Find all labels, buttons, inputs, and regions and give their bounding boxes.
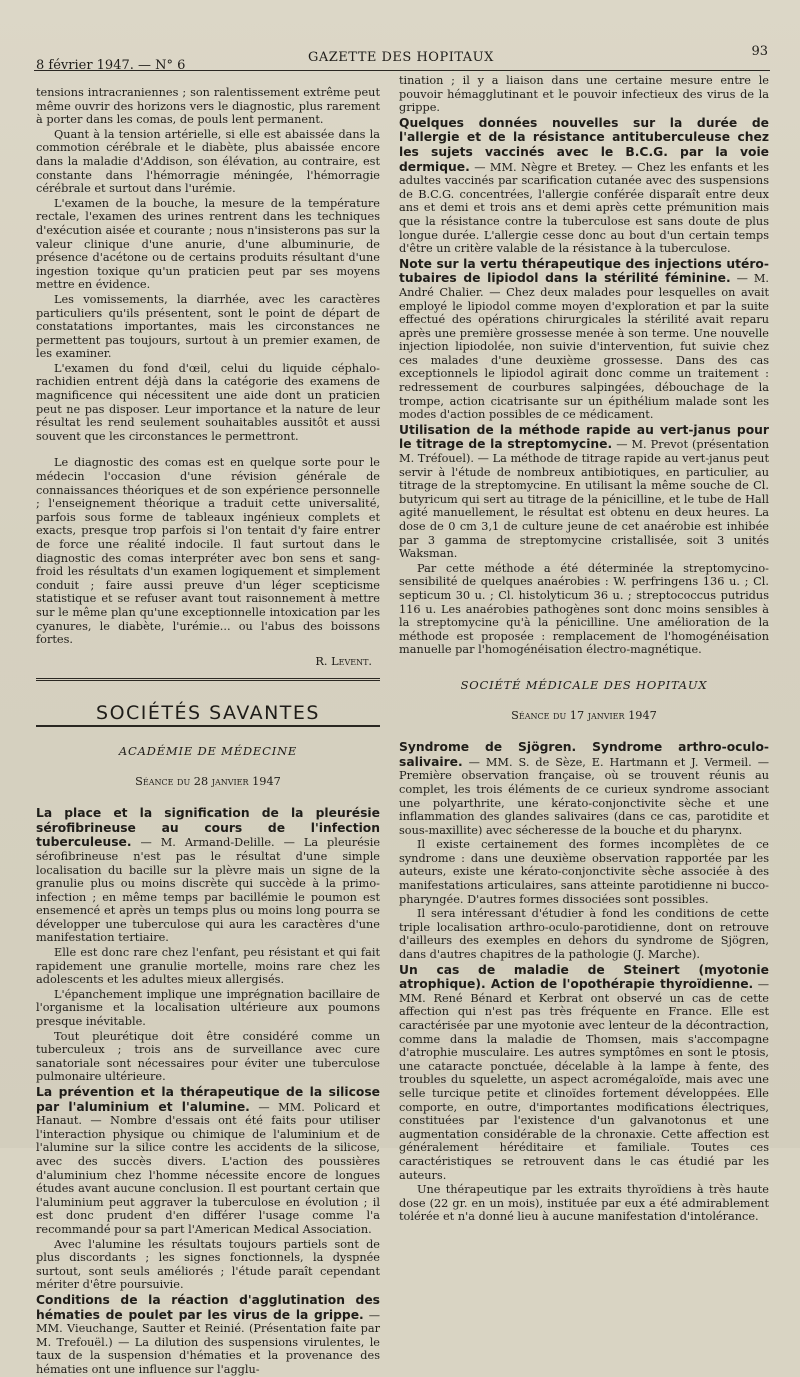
paragraph: Il existe certainement des formes incomplètes de ce syndrome : dans une deuxième observation rapportée par les auteurs, existe une kérato-conjonctivite sèche associée à des manifestations articulaires, sans atteinte parotidienne ni bucco-pharyngée. D'autres formes dissociées sont possibles.	[399, 838, 769, 906]
societe-heading: SOCIÉTÉ MÉDICALE DES HOPITAUX	[460, 677, 708, 692]
report-title: La prévention et la thérapeutique de la silicose par l'aluminium et l'alumine.	[36, 1085, 380, 1114]
header-rule	[34, 70, 770, 71]
report-author: — M. Armand-Delille.	[140, 836, 275, 850]
journal-title: GAZETTE DES HOPITAUX	[308, 50, 494, 65]
paragraph: Le diagnostic des comas est en quelque sorte pour le médecin l'occasion d'une révision générale de connaissances théoriques et de son expérience personnelle ; l'enseignement théorique a traduit cette universalité, parfois sous forme de tableaux ingénieux complets et exacts, presque trop parfois si l'on tentait d'y faire entrer de force une réalité indocile. Il faut surtout dans le diagnostic des comas interpréter avec bon sens et sang-froid les résultats d'un examen logiquement et simplement conduit ; faire aussi preuve d'un léger scepticisme statistique et se refuser avant tout raisonnement à mettre sur le même plan qu'une exceptionnelle intoxication par les cyanures, le diabète, l'urémie... ou l'abus des boissons fortes.	[36, 456, 380, 647]
section-divider	[36, 678, 380, 681]
report-title: Note sur la vertu thérapeutique des injections utéro-tubaires de lipiodol dans la stérilité féminine.	[399, 256, 769, 286]
report-text: — Première observation française, où se trouvent réunis au complet, les trois éléments de ce curieux syndrome associant une polyarthrite, une kérato-conjonctivite sèche et une inflammation des glandes salivaires (dans ce cas, parotidite et sous-maxillite) avec sécheresse de la bouche et du pharynx.	[399, 755, 769, 837]
report-entry	[399, 257, 769, 422]
report-author: — MM. Policard et Hanaut.	[36, 1100, 380, 1128]
report-author: — M. André Chalier.	[399, 272, 770, 299]
paragraph: tination ; il y a liaison dans une certaine mesure entre le pouvoir hémagglutinant et le pouvoir infectieux des virus de la grippe.	[399, 74, 769, 115]
report-entry	[399, 116, 769, 256]
report-text: — La méthode de titrage rapide au vert-janus peut servir à l'étude de nombreux antibiotiques, en particulier, au titrage de la streptomycine. En utilisant la même souche de Cl. butyricum qui sert au titrage de la pénicilline, et le tube de Hall agité manuellement, le résultat est obtenu en deux heures. La dose de 0 cm 3,1 de culture jeune de cet anaérobie est inhibée par 3 gamma de streptomycine cristallisée, soit 3 unités Waksman.	[399, 452, 769, 561]
paragraph: L'examen du fond d'œil, celui du liquide céphalo-rachidien entrent déjà dans la catégorie des examens de magnificence qui nécessitent une aide dont un praticien peut ne pas disposer. Leur importance et la nature de leur résultat les rend seulement souhaitables aussitôt et aussi souvent que les circonstances le permettront.	[36, 361, 380, 443]
report-text: — La dilution des suspensions virulentes, le taux de la suspension d'hématies et la provenance des hématies ont une influence sur l'agglu-	[36, 1335, 380, 1376]
report-entry	[399, 740, 769, 837]
report-author: — MM. Vieuchange, Sautter et Reinié. (Présentation faite par M. Trefouël.)	[36, 1308, 380, 1349]
right-column	[399, 74, 769, 1225]
report-entry	[36, 1085, 380, 1237]
page-number: 93	[751, 44, 768, 59]
report-title: Conditions de la réaction d'agglutination des hématies de poulet par les virus de la grippe.	[36, 1292, 380, 1322]
paragraph: Elle est donc rare chez l'enfant, peu résistant et qui fait rapidement une granulie mortelle, moins rare chez les adolescents et les adultes mieux allergisés.	[36, 946, 380, 987]
report-text: — Nombre d'essais ont été faits pour utiliser l'interaction physique ou chimique de l'aluminium et de l'alumine sur la silice contre les accidents de la silicose, avec des succès divers. L'action des poussières d'aluminium chez l'homme nécessite encore de longues études avant aucune conclusion. Il est pourtant certain que l'aluminium peut aggraver la tuberculose en évolution ; il est donc prudent d'en différer l'usage comme l'a recommandé pour sa part l'American Medical Association.	[36, 1114, 380, 1236]
report-author: — MM. René Bénard et Kerbrat ont observé un cas de cette affection qui n'est pas très fréquente en France.	[399, 978, 769, 1019]
report-entry	[36, 1293, 380, 1377]
report-text: — La pleurésie sérofibrineuse n'est pas le résultat d'une simple localisation du bacille sur la plèvre mais un signe de la granulie plus ou moins discrète qui succède à la primo-infection ; en même temps par bacillémie le poumon est ensemencé et après un temps plus ou moins long pourra se développer une tuberculose qui aura les caractères d'une manifestation tertiaire.	[36, 836, 381, 945]
paragraph: Par cette méthode a été déterminée la streptomycino-sensibilité de quelques anaérobies : W. perfringens 136 u. ; Cl. septicum 30 u. ; Cl. histolyticum 36 u. ; streptococcus putridus 116 u. Les anaérobies pathogènes sont donc moins sensibles à la streptomycine qu'à la pénicilline. Une amélioration de la méthode est proposée : remplacement de l'homogénéisation manuelle par l'homogénéisation électro-magnétique.	[399, 561, 769, 657]
spacer	[36, 444, 380, 456]
report-title: La place et la signification de la pleurésie sérofibrineuse au cours de l'infection tuberculeuse.	[36, 806, 380, 850]
report-title: Un cas de maladie de Steinert (myotonie atrophique). Action de l'opothérapie thyroïdienne.	[399, 962, 769, 992]
paragraph: Il sera intéressant d'étudier à fond les conditions de cette triple localisation arthro-oculo-parotidienne, dont on retrouve d'ailleurs des exemples en dehors du syndrome de Sjögren, dans d'autres chapitres de la pathologie (J. Marche).	[399, 907, 769, 962]
paragraph: L'épanchement implique une imprégnation bacillaire de l'organisme et la localisation ultérieure aux poumons presque inévitable.	[36, 987, 380, 1029]
report-text: Elle est caractérisée par une myotonie avec lenteur de la décontraction, comme dans la maladie de Thomsen, mais s'accompagne d'atrophie musculaire. Les autres symptômes en sont le ptosis, une cataracte ponctuée, décelable à la lampe à fente, des troubles du squelette, un aspect acromégaloïde, mais avec une selle turcique petite et clinoïdes fortement développées. Elle comporte, en outre, d'importantes modifications électriques, constituées par l'existence d'un galvanotonus et une augmentation considérable de la chronaxie. Cette affection est généralement héréditaire et familiale. Toutes ces caractéristiques se retrouvent dans le cas étudié par les auteurs.	[399, 1005, 770, 1182]
report-entry	[399, 963, 769, 1183]
report-title: Quelques données nouvelles sur la durée de l'allergie et de la résistance antituberculeuse chez les sujets vaccinés avec le B.C.G. par la voie dermique.	[399, 115, 769, 174]
article-signature: R. Levent.	[315, 654, 372, 668]
report-title: Utilisation de la méthode rapide au vert-janus pour le titrage de la streptomycine.	[399, 422, 769, 452]
heading-rule	[36, 725, 380, 727]
paragraph: Quant à la tension artérielle, si elle est abaissée dans la commotion cérébrale et le diabète, plus abaissée encore dans la maladie d'Addison, son élévation, au contraire, est constante dans l'hémorragie méningée, l'hémorragie cérébrale et surtout dans l'urémie.	[36, 127, 380, 196]
paragraph: Une thérapeutique par les extraits thyroïdiens à très haute dose (22 gr. en un mois), instituée par eux a été admirablement tolérée et n'a donné lieu à aucune manifestation d'intolérance.	[399, 1183, 769, 1224]
seance-date: Séance du 17 janvier 1947	[511, 708, 657, 722]
left-column	[36, 86, 380, 1377]
report-text: — Chez les enfants et les adultes vaccinés par scarification cutanée avec des suspensions de B.C.G. concentrées, l'allergie conférée disparaît entre deux ans et demi et trois ans et demi après cette prémunition mais que la résistance contre la tuberculose est sans doute de plus longue durée. L'allergie cesse donc au bout d'un certain temps d'être un critère valable de la résistance à la tuberculose.	[399, 160, 770, 256]
paragraph: Tout pleurétique doit être considéré comme un tuberculeux ; trois ans de surveillance avec cure sanatoriale sont nécessaires pour éviter une tuberculose pulmonaire ultérieure.	[36, 1029, 380, 1084]
report-entry	[399, 423, 769, 561]
issue-date: 8 février 1947. — N° 6	[36, 58, 186, 73]
report-author: — MM. S. de Sèze, E. Hartmann et J. Vermeil.	[468, 755, 752, 769]
report-author: — MM. Nègre et Bretey.	[474, 160, 617, 174]
running-header	[34, 44, 770, 74]
academie-heading: ACADÉMIE DE MÉDECINE	[118, 743, 298, 758]
seance-date: Séance du 28 janvier 1947	[135, 774, 281, 788]
report-title: Syndrome de Sjögren. Syndrome arthro-oculo-salivaire.	[399, 740, 769, 769]
paragraph: tensions intracraniennes ; son ralentissement extrême peut même ouvrir des horizons vers le diagnostic, plus rarement à porter dans les comas, de pouls lent permanent.	[36, 86, 380, 127]
paragraph: Les vomissements, la diarrhée, avec les caractères particuliers qu'ils présentent, sont le point de départ de constatations importantes, mais les circonstances ne permettent pas toujours, surtout à un premier examen, de les examiner.	[36, 292, 380, 361]
report-text: — Chez deux malades pour lesquelles on avait employé le lipiodol comme moyen d'exploration et par la suite effectué des opérations chirurgicales la stérilité avait reparu après une première grossesse menée à son terme. Une nouvelle injection lipiodolée, non suivie d'intervention, fut suivie chez ces malades d'une deuxième grossesse. Dans des cas exceptionnels le lipiodol agirait donc comme un traitement : redressement de courbures salpingées, débouchage de la trompe, action cicatrisante sur un épithélium malade sont les modes d'action possibles de ce médicament.	[399, 285, 769, 422]
report-entry	[36, 806, 380, 945]
report-author: — M. Prevot (présentation M. Tréfouel).	[399, 438, 769, 466]
paragraph: Avec l'alumine les résultats toujours partiels sont de plus discordants ; les signes fonctionnels, la dyspnée surtout, sont seuls améliorés ; l'étude paraît cependant mériter d'être poursuivie.	[36, 1237, 380, 1292]
paragraph: L'examen de la bouche, la mesure de la température rectale, l'examen des urines rentrent dans les techniques d'exécution aisée et courante ; nous n'insisterons pas sur la valeur clinique d'une anurie, d'une albuminurie, de présence d'acétone ou de certains produits résultant d'une ingestion toxique qu'un praticien peut par ses moyens mettre en évidence.	[36, 196, 380, 292]
societes-savantes-heading: SOCIÉTÉS SAVANTES	[96, 702, 320, 725]
